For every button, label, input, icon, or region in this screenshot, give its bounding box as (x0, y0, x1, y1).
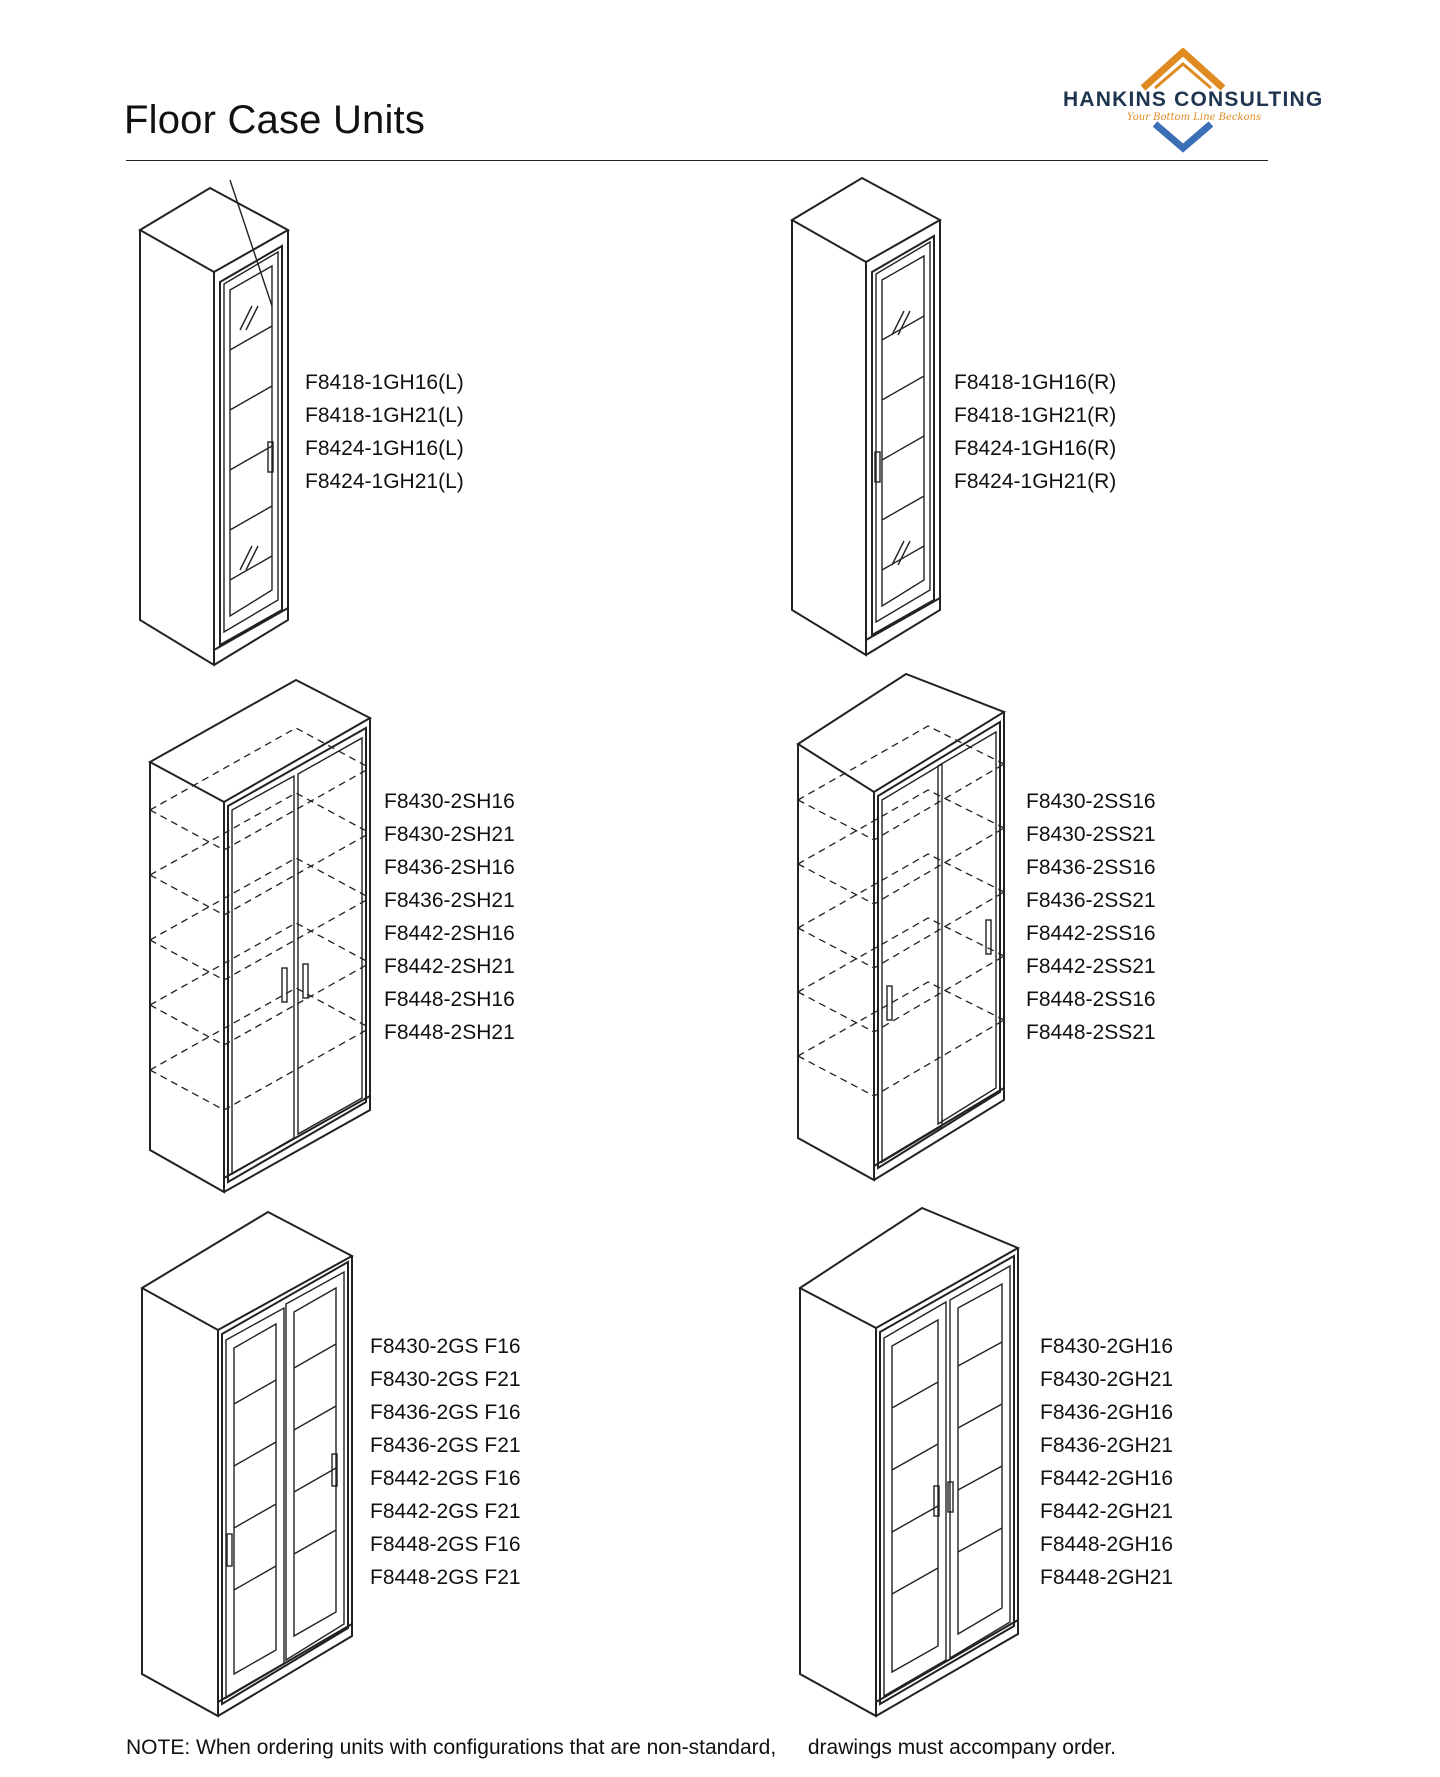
double-sliding-glass-cabinet-drawing (134, 1204, 364, 1724)
double-sliding-solid-codes (1026, 785, 1156, 1049)
header-divider (126, 160, 1268, 161)
model-code: F8430-2SH16 (384, 790, 515, 813)
model-code: F8430-2GS F21 (370, 1368, 521, 1391)
model-code: F8436-2GS F16 (370, 1401, 521, 1424)
model-code: F8436-2SS21 (1026, 889, 1156, 912)
model-code: F8448-2SH21 (384, 1021, 515, 1044)
model-code: F8424-1GH21(R) (954, 470, 1117, 493)
single-left-glass-cabinet-drawing (130, 180, 300, 670)
model-code: F8418-1GH21(R) (954, 404, 1117, 427)
page-title: Floor Case Units (124, 98, 426, 142)
model-code: F8448-2SS16 (1026, 988, 1156, 1011)
dashed-shelves (150, 728, 370, 1110)
model-code: F8418-1GH16(L) (305, 371, 464, 394)
model-code: F8442-2GS F16 (370, 1467, 521, 1490)
single-right-glass-codes (954, 366, 1116, 498)
single-left-glass-codes (305, 366, 464, 498)
double-hinged-solid-cabinet-drawing (140, 670, 380, 1200)
model-code: F8436-2GS F21 (370, 1434, 521, 1457)
model-code: F8430-2SS21 (1026, 823, 1156, 846)
model-code: F8448-2SS21 (1026, 1021, 1156, 1044)
model-code: F8442-2GH21 (1040, 1500, 1174, 1523)
model-code: F8448-2GH21 (1040, 1566, 1174, 1589)
double-hinged-glass-codes (1040, 1330, 1173, 1594)
model-code: F8436-2GH16 (1040, 1401, 1174, 1424)
model-code: F8430-2SS16 (1026, 790, 1156, 813)
double-hinged-solid-codes (384, 785, 515, 1049)
model-code: F8436-2GH21 (1040, 1434, 1174, 1457)
model-code: F8430-2GH21 (1040, 1368, 1174, 1391)
model-code: F8430-2SH21 (384, 823, 515, 846)
model-code: F8448-2GS F16 (370, 1533, 521, 1556)
model-code: F8418-1GH16(R) (954, 371, 1117, 394)
model-code: F8448-2GS F21 (370, 1566, 521, 1589)
model-code: F8430-2GH16 (1040, 1335, 1174, 1358)
model-code: F8442-2GH16 (1040, 1467, 1174, 1490)
double-sliding-glass-codes (370, 1330, 521, 1594)
model-code: F8448-2GH16 (1040, 1533, 1174, 1556)
model-code: F8424-1GH21(L) (305, 470, 464, 493)
model-code: F8442-2SH21 (384, 955, 515, 978)
model-code: F8442-2SH16 (384, 922, 515, 945)
ordering-note (126, 1736, 1116, 1760)
company-logo (1055, 48, 1325, 153)
model-code: F8418-1GH21(L) (305, 404, 464, 427)
model-code: F8436-2SH16 (384, 856, 515, 879)
model-code: F8424-1GH16(L) (305, 437, 464, 460)
model-code: F8442-2SS16 (1026, 922, 1156, 945)
double-hinged-glass-cabinet-drawing (792, 1196, 1032, 1724)
ordering-note-part1: NOTE: When ordering units with configurations that are non-standard, (126, 1736, 777, 1759)
model-code: F8436-2SH21 (384, 889, 515, 912)
model-code: F8430-2GS F16 (370, 1335, 521, 1358)
model-code: F8442-2GS F21 (370, 1500, 521, 1523)
model-code: F8442-2SS21 (1026, 955, 1156, 978)
single-right-glass-cabinet-drawing (782, 170, 952, 660)
logo-tagline: Your Bottom Line Beckons (1127, 112, 1262, 123)
logo-name: HANKINS CONSULTING (1063, 88, 1324, 111)
model-code: F8448-2SH16 (384, 988, 515, 1011)
model-code: F8424-1GH16(R) (954, 437, 1117, 460)
double-sliding-solid-cabinet-drawing (790, 668, 1030, 1200)
model-code: F8436-2SS16 (1026, 856, 1156, 879)
ordering-note-part2: drawings must accompany order. (807, 1736, 1116, 1759)
